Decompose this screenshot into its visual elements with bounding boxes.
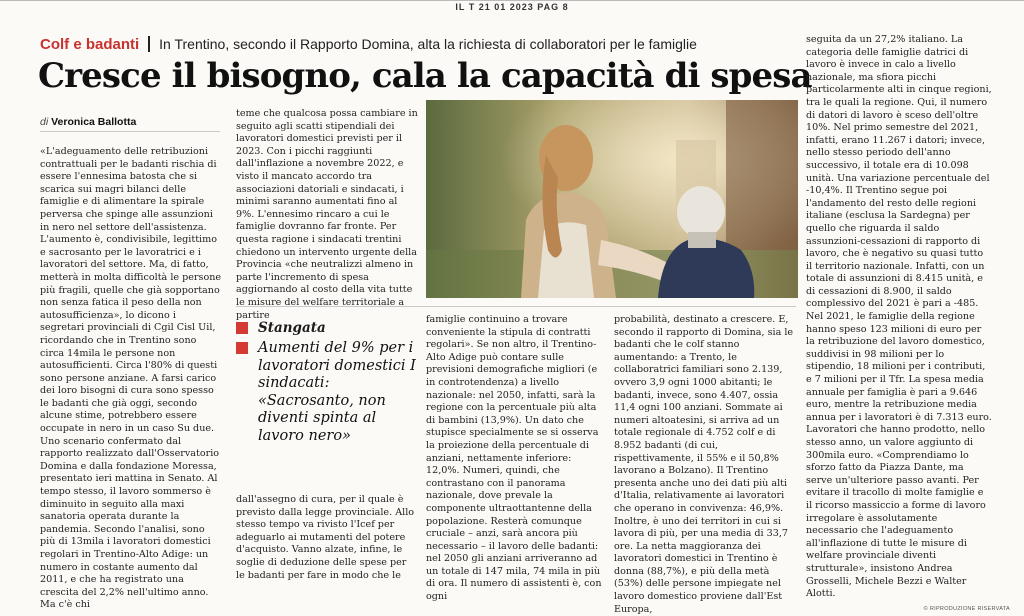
column-4 — [614, 314, 796, 615]
paragraph: probabilità, destinato a crescere. E, secondo il rapporto di Domina, sia le badanti che le colf stanno aumentando: a Trento, le collaboratrici familiari sono 2.139, ovvero 3,9 ogni 1000 abitanti; le badanti, invece, sono 4.407, ossia 11,4 ogni 100 anziani. Sommate ai numeri altoatesini, si arriva ad un totale regionale di 4.752 colf e di 8.952 badanti (di cui, rispettivamente, il 55% e il 50,8% lavorano a Bolzano). Il Trentino presenta anche uno dei dati più alti d'Italia, relativamente ai lavoratori che operano in convivenza: 46,9%. Inoltre, è uno dei territori in cui si lavora di più, per una media di 33,7 ore. La netta maggioranza dei lavoratori domestici in Trentino è donna (88,7%), e più della metà (53%) delle persone impiegate nel lavoro domestico proviene dall'Est Europa, — [614, 314, 794, 615]
column-1 — [40, 146, 222, 611]
column-2-top — [236, 108, 418, 321]
pullquote-text: Aumenti del 9% per i lavoratori domestici I sindacati: «Sacrosanto, non diventi spinta al lavoro nero» — [258, 340, 416, 444]
paragraph: dall'assegno di cura, per il quale è previsto dalla legge provinciale. Allo stesso tempo va rivisto l'Icef per adeguarlo ai mutamenti del potere d'acquisto. Vanno alzate, infine, le soglie di deduzione delle spese per le badanti per fare in modo che le — [236, 494, 415, 581]
byline — [40, 116, 136, 128]
copyright-notice: © RIPRODUZIONE RISERVATA — [923, 606, 1010, 612]
paragraph: Uno scenario confermato dal rapporto realizzato dall'Osservatorio Domina e dalla fondazione Moressa, presentato ieri mattina in Senato. Al tempo stesso, il lavoro sommerso è diminuito in seguito alla maxi sanatoria operata durante la pandemia. Secondo l'analisi, sono più di 13mila i lavoratori domestici regolari in Trentino-Alto Adige: un numero in costante aumento dal 2011, e che ha registrato una crescita del 2,2% nell'ultimo anno. Ma c'è chi — [40, 435, 220, 611]
subheadline: In Trentino, secondo il Rapporto Domina, alta la richiesta di collaboratori per le famiglie — [159, 36, 697, 52]
page-masthead: IL T 21 01 2023 PAG 8 — [455, 2, 569, 12]
article-photo — [426, 100, 798, 298]
pullquote-marker — [236, 322, 248, 334]
pullquote-title: Stangata — [258, 320, 326, 336]
column-5 — [806, 34, 992, 600]
byline-author: Veronica Ballotta — [51, 116, 137, 128]
pullquote-marker — [236, 342, 248, 354]
caregiver-photo-illustration — [426, 100, 798, 298]
top-rule — [0, 0, 1024, 1]
byline-rule — [40, 131, 220, 132]
paragraph: teme che qualcosa possa cambiare in seguito agli scatti stipendiali dei lavoratori domestici previsti per il 2023. Con i picchi raggiunti dall'inflazione a novembre 2022, e visto il mancato accordo tra associazioni datoriali e sindacati, i minimi saranno aumentati fino al 9%. L'ennesimo rincaro a cui le famiglie dovranno far fronte. Per questa ragione i sindacati trentini chiedono un intervento urgente della Provincia «che neutralizzi almeno in parte l'incremento di spesa aggiornando al costo della vita tutte le misure del welfare territoriale a partire — [236, 108, 418, 321]
kicker-divider — [148, 36, 150, 52]
paragraph: famiglie continuino a trovare conveniente la stipula di contratti regolari». Se non altro, il Trentino-Alto Adige può contare sulle previsioni demografiche migliori (e in controtendenza) a livello nazionale: nel 2050, infatti, sarà la regione con la percentuale più alta di bambini (13,9%). Un dato che stupisce specialmente se si osserva la proiezione della percentuale di anziani, nettamente inferiore: 12,0%. Numeri, quindi, che contrastano con il panorama nazionale, dove prevale la componente ultraottantenne della popolazione. Resterà comunque cruciale – anzi, sarà ancora più necessario – il lavoro delle badanti: nel 2050 gli anziani arriveranno ad un totale di 147 mila, 74 mila in più di ora. Il numero di assistenti è, con ogni — [426, 314, 602, 603]
column-3 — [426, 314, 606, 603]
column-2-bottom — [236, 494, 418, 584]
byline-prefix: di — [40, 116, 49, 128]
article-kicker — [40, 34, 697, 54]
section-label: Colf e badanti — [40, 35, 140, 53]
paragraph: «L'adeguamento delle retribuzioni contrattuali per le badanti rischia di essere l'ennesima batosta che si scarica sui magri bilanci delle famiglie e di alimentare la spirale perversa che spinge alle assunzioni in nero nel settore dell'assistenza. L'aumento è, condivisibile, legittimo e sacrosanto per le lavoratrici e i lavoratori del settore. Ma, di fatto, metterà in molta difficoltà le persone più fragili, quelle che già sopportano non senza fatica il peso della non autosufficienza», lo dicono i segretari provinciali di Cgil Cisl Uil, ricordando che in Trentino sono circa 14mila le persone non autosufficienti. Circa l'80% di questi sono persone anziane. A farsi carico dei loro bisogni di cura sono spesso le badanti che già oggi, secondo alcune stime, potrebbero essere occupate in nero in un caso Su due. — [40, 146, 222, 435]
paragraph: seguita da un 27,2% italiano. La categoria delle famiglie datrici di lavoro è invece in calo a livello nazionale, ma sfiora picchi particolarmente alti in cinque regioni, tra le quali la regione. Qui, il numero di datori di lavoro è sceso dell'oltre 10%. Nel primo semestre del 2021, infatti, erano 11.267 i datori; invece, nello stesso periodo dell'anno successivo, il totale era di 10.098 unità. Una variazione percentuale del -10,4%. Il Trentino segue poi l'andamento del resto delle regioni italiane (esclusa la Sardegna) per quello che riguarda il saldo assunzioni-cessazioni di rapporto di lavoro, che è negativo su quasi tutto il territorio nazionale. Infatti, con un totale di assunzioni di 8.415 unità, e di cessazioni di 8.900, il saldo complessivo del 2021 è pari a -485. Nel 2021, le famiglie della regione hanno speso 123 milioni di euro per la retribuzione del lavoro domestico, suddivisi in 98 milioni per lo stipendio, 18 milioni per i contributi, e 7 milioni per il Tfr. La spesa media annuale per famiglia è pari a 9.646 euro, mentre la retribuzione media annua per i lavoratori è di 7.313 euro. Lavoratori che hanno prodotto, nello stesso anno, un valore aggiunto di 300mila euro. «Comprendiamo lo sforzo fatto da Piazza Dante, ma serve un'ulteriore passo avanti. Per evitare il tracollo di molte famiglie e il ricorso massiccio a forme di lavoro irregolare è assolutamente necessario che l'adeguamento all'inflazione di tutte le misure di welfare provinciale diventi strutturale», insistono Andrea Grosselli, Michele Bezzi e Walter Alotti. — [806, 34, 992, 600]
headline: Cresce il bisogno, cala la capacità di spesa — [38, 56, 812, 96]
